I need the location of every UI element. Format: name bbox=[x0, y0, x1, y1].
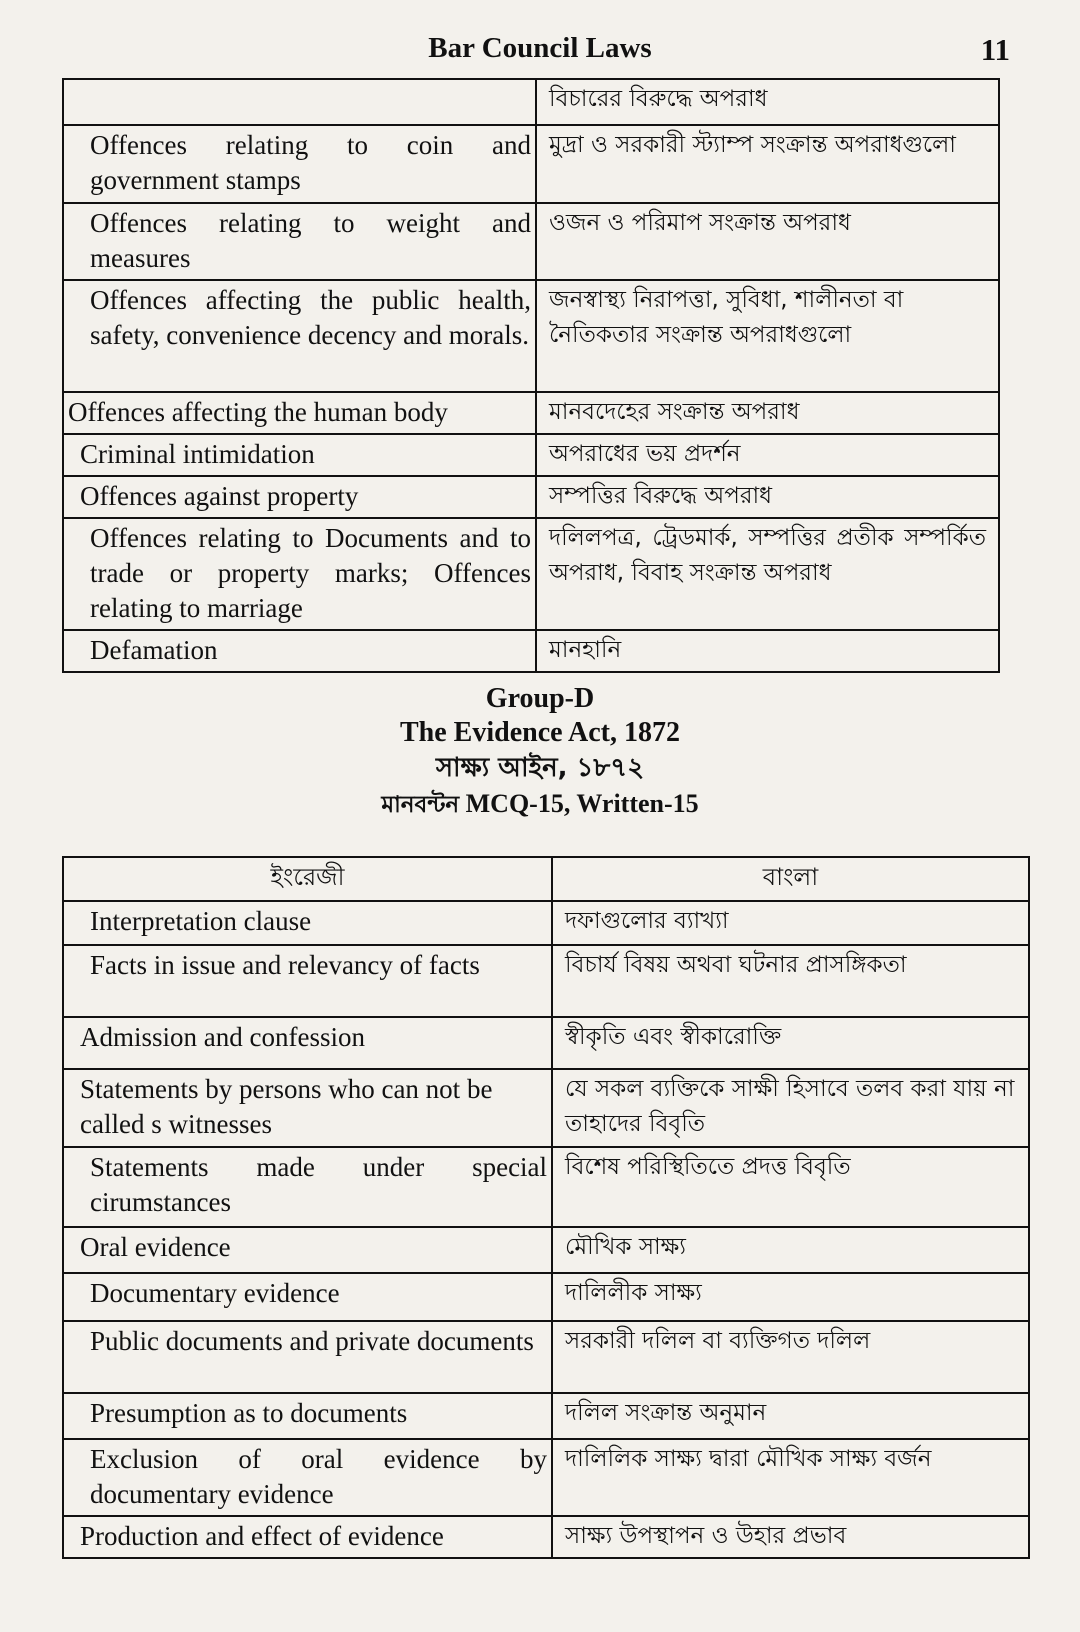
table-row bbox=[63, 518, 999, 630]
bangla-cell: বিচার্য বিষয় অথবা ঘটনার প্রাসঙ্গিকতা bbox=[552, 945, 1029, 1017]
bangla-cell: ওজন ও পরিমাপ সংক্রান্ত অপরাধ bbox=[536, 203, 999, 280]
act-title-bangla: সাক্ষ্য আইন, ১৮৭২ bbox=[435, 753, 645, 783]
english-cell: Criminal intimidation bbox=[63, 434, 536, 476]
bangla-cell: দলিলপত্র, ট্রেডমার্ক, সম্পত্তির প্রতীক সম্পর্কিত অপরাধ, বিবাহ সংক্রান্ত অপরাধ bbox=[536, 518, 999, 630]
bangla-cell: বিচারের বিরুদ্ধে অপরাধ bbox=[536, 79, 999, 125]
bangla-cell: দলিল সংক্রান্ত অনুমান bbox=[552, 1393, 1029, 1439]
english-cell: Facts in issue and relevancy of facts bbox=[63, 945, 552, 1017]
english-cell bbox=[63, 79, 536, 125]
table-row bbox=[63, 1321, 1029, 1393]
offences-table bbox=[62, 78, 1000, 673]
bangla-cell: মানহানি bbox=[536, 630, 999, 672]
column-header-english: ইংরেজী bbox=[63, 857, 552, 901]
table-row bbox=[63, 1273, 1029, 1321]
english-cell: Offences relating to coin and government stamps bbox=[63, 125, 536, 203]
english-cell: Defamation bbox=[63, 630, 536, 672]
bangla-cell: মৌখিক সাক্ষ্য bbox=[552, 1227, 1029, 1273]
act-title: The Evidence Act, 1872 bbox=[400, 717, 680, 748]
english-cell: Public documents and private documents bbox=[63, 1321, 552, 1393]
english-cell: Exclusion of oral evidence by documentary evidence bbox=[63, 1439, 552, 1516]
english-cell: Offences affecting the public health, safety, convenience decency and morals. bbox=[63, 280, 536, 392]
english-cell: Offences relating to Documents and to trade or property marks; Offences relating to marriage bbox=[63, 518, 536, 630]
english-cell: Documentary evidence bbox=[63, 1273, 552, 1321]
running-title: Bar Council Laws bbox=[428, 32, 652, 64]
bangla-cell: বিশেষ পরিস্থিতিতে প্রদত্ত বিবৃতি bbox=[552, 1147, 1029, 1227]
english-cell: Statements by persons who can not be called s witnesses bbox=[63, 1069, 552, 1147]
table-row bbox=[63, 392, 999, 434]
marks-distribution bbox=[0, 786, 1080, 823]
table-row bbox=[63, 1017, 1029, 1069]
table-row bbox=[63, 1393, 1029, 1439]
marks-prefix: মানবন্টন bbox=[381, 792, 460, 818]
english-cell: Production and effect of evidence bbox=[63, 1516, 552, 1558]
english-cell: Presumption as to documents bbox=[63, 1393, 552, 1439]
english-cell: Interpretation clause bbox=[63, 901, 552, 945]
table-row bbox=[63, 945, 1029, 1017]
table-row bbox=[63, 1227, 1029, 1273]
table-row bbox=[63, 79, 999, 125]
bangla-cell: দালিলীক সাক্ষ্য bbox=[552, 1273, 1029, 1321]
bangla-cell: যে সকল ব্যক্তিকে সাক্ষী হিসাবে তলব করা যায় না তাহাদের বিবৃতি bbox=[552, 1069, 1029, 1147]
page-header bbox=[0, 28, 1080, 78]
table-row bbox=[63, 901, 1029, 945]
bangla-cell: স্বীকৃতি এবং স্বীকারোক্তি bbox=[552, 1017, 1029, 1069]
table-row bbox=[63, 1516, 1029, 1558]
bangla-cell: সরকারী দলিল বা ব্যক্তিগত দলিল bbox=[552, 1321, 1029, 1393]
table-row bbox=[63, 280, 999, 392]
bangla-cell: অপরাধের ভয় প্রদর্শন bbox=[536, 434, 999, 476]
bangla-cell: দফাগুলোর ব্যাখ্যা bbox=[552, 901, 1029, 945]
table-row bbox=[63, 630, 999, 672]
bangla-cell: দালিলিক সাক্ষ্য দ্বারা মৌখিক সাক্ষ্য বর্জন bbox=[552, 1439, 1029, 1516]
english-cell: Offences relating to weight and measures bbox=[63, 203, 536, 280]
english-cell: Offences against property bbox=[63, 476, 536, 518]
english-cell: Admission and confession bbox=[63, 1017, 552, 1069]
table-row bbox=[63, 125, 999, 203]
column-header-bangla: বাংলা bbox=[552, 857, 1029, 901]
english-cell: Offences affecting the human body bbox=[63, 392, 536, 434]
table-row bbox=[63, 1147, 1029, 1227]
english-cell: Oral evidence bbox=[63, 1227, 552, 1273]
english-cell: Statements made under special cirumstances bbox=[63, 1147, 552, 1227]
group-d-heading bbox=[0, 682, 1080, 823]
marks-value: MCQ-15, Written-15 bbox=[465, 789, 699, 818]
table-row bbox=[63, 1439, 1029, 1516]
table-row bbox=[63, 1069, 1029, 1147]
bangla-cell: জনস্বাস্থ্য নিরাপত্তা, সুবিধা, শালীনতা বা নৈতিকতার সংক্রান্ত অপরাধগুলো bbox=[536, 280, 999, 392]
page-number: 11 bbox=[980, 32, 1010, 67]
group-label: Group-D bbox=[485, 683, 595, 714]
table-row bbox=[63, 476, 999, 518]
table-row bbox=[63, 203, 999, 280]
table-header-row bbox=[63, 857, 1029, 901]
table-row bbox=[63, 434, 999, 476]
bangla-cell: সম্পত্তির বিরুদ্ধে অপরাধ bbox=[536, 476, 999, 518]
evidence-act-table bbox=[62, 856, 1030, 1559]
bangla-cell: সাক্ষ্য উপস্থাপন ও উহার প্রভাব bbox=[552, 1516, 1029, 1558]
bangla-cell: মানবদেহের সংক্রান্ত অপরাধ bbox=[536, 392, 999, 434]
bangla-cell: মুদ্রা ও সরকারী স্ট্যাম্প সংক্রান্ত অপরাধগুলো bbox=[536, 125, 999, 203]
